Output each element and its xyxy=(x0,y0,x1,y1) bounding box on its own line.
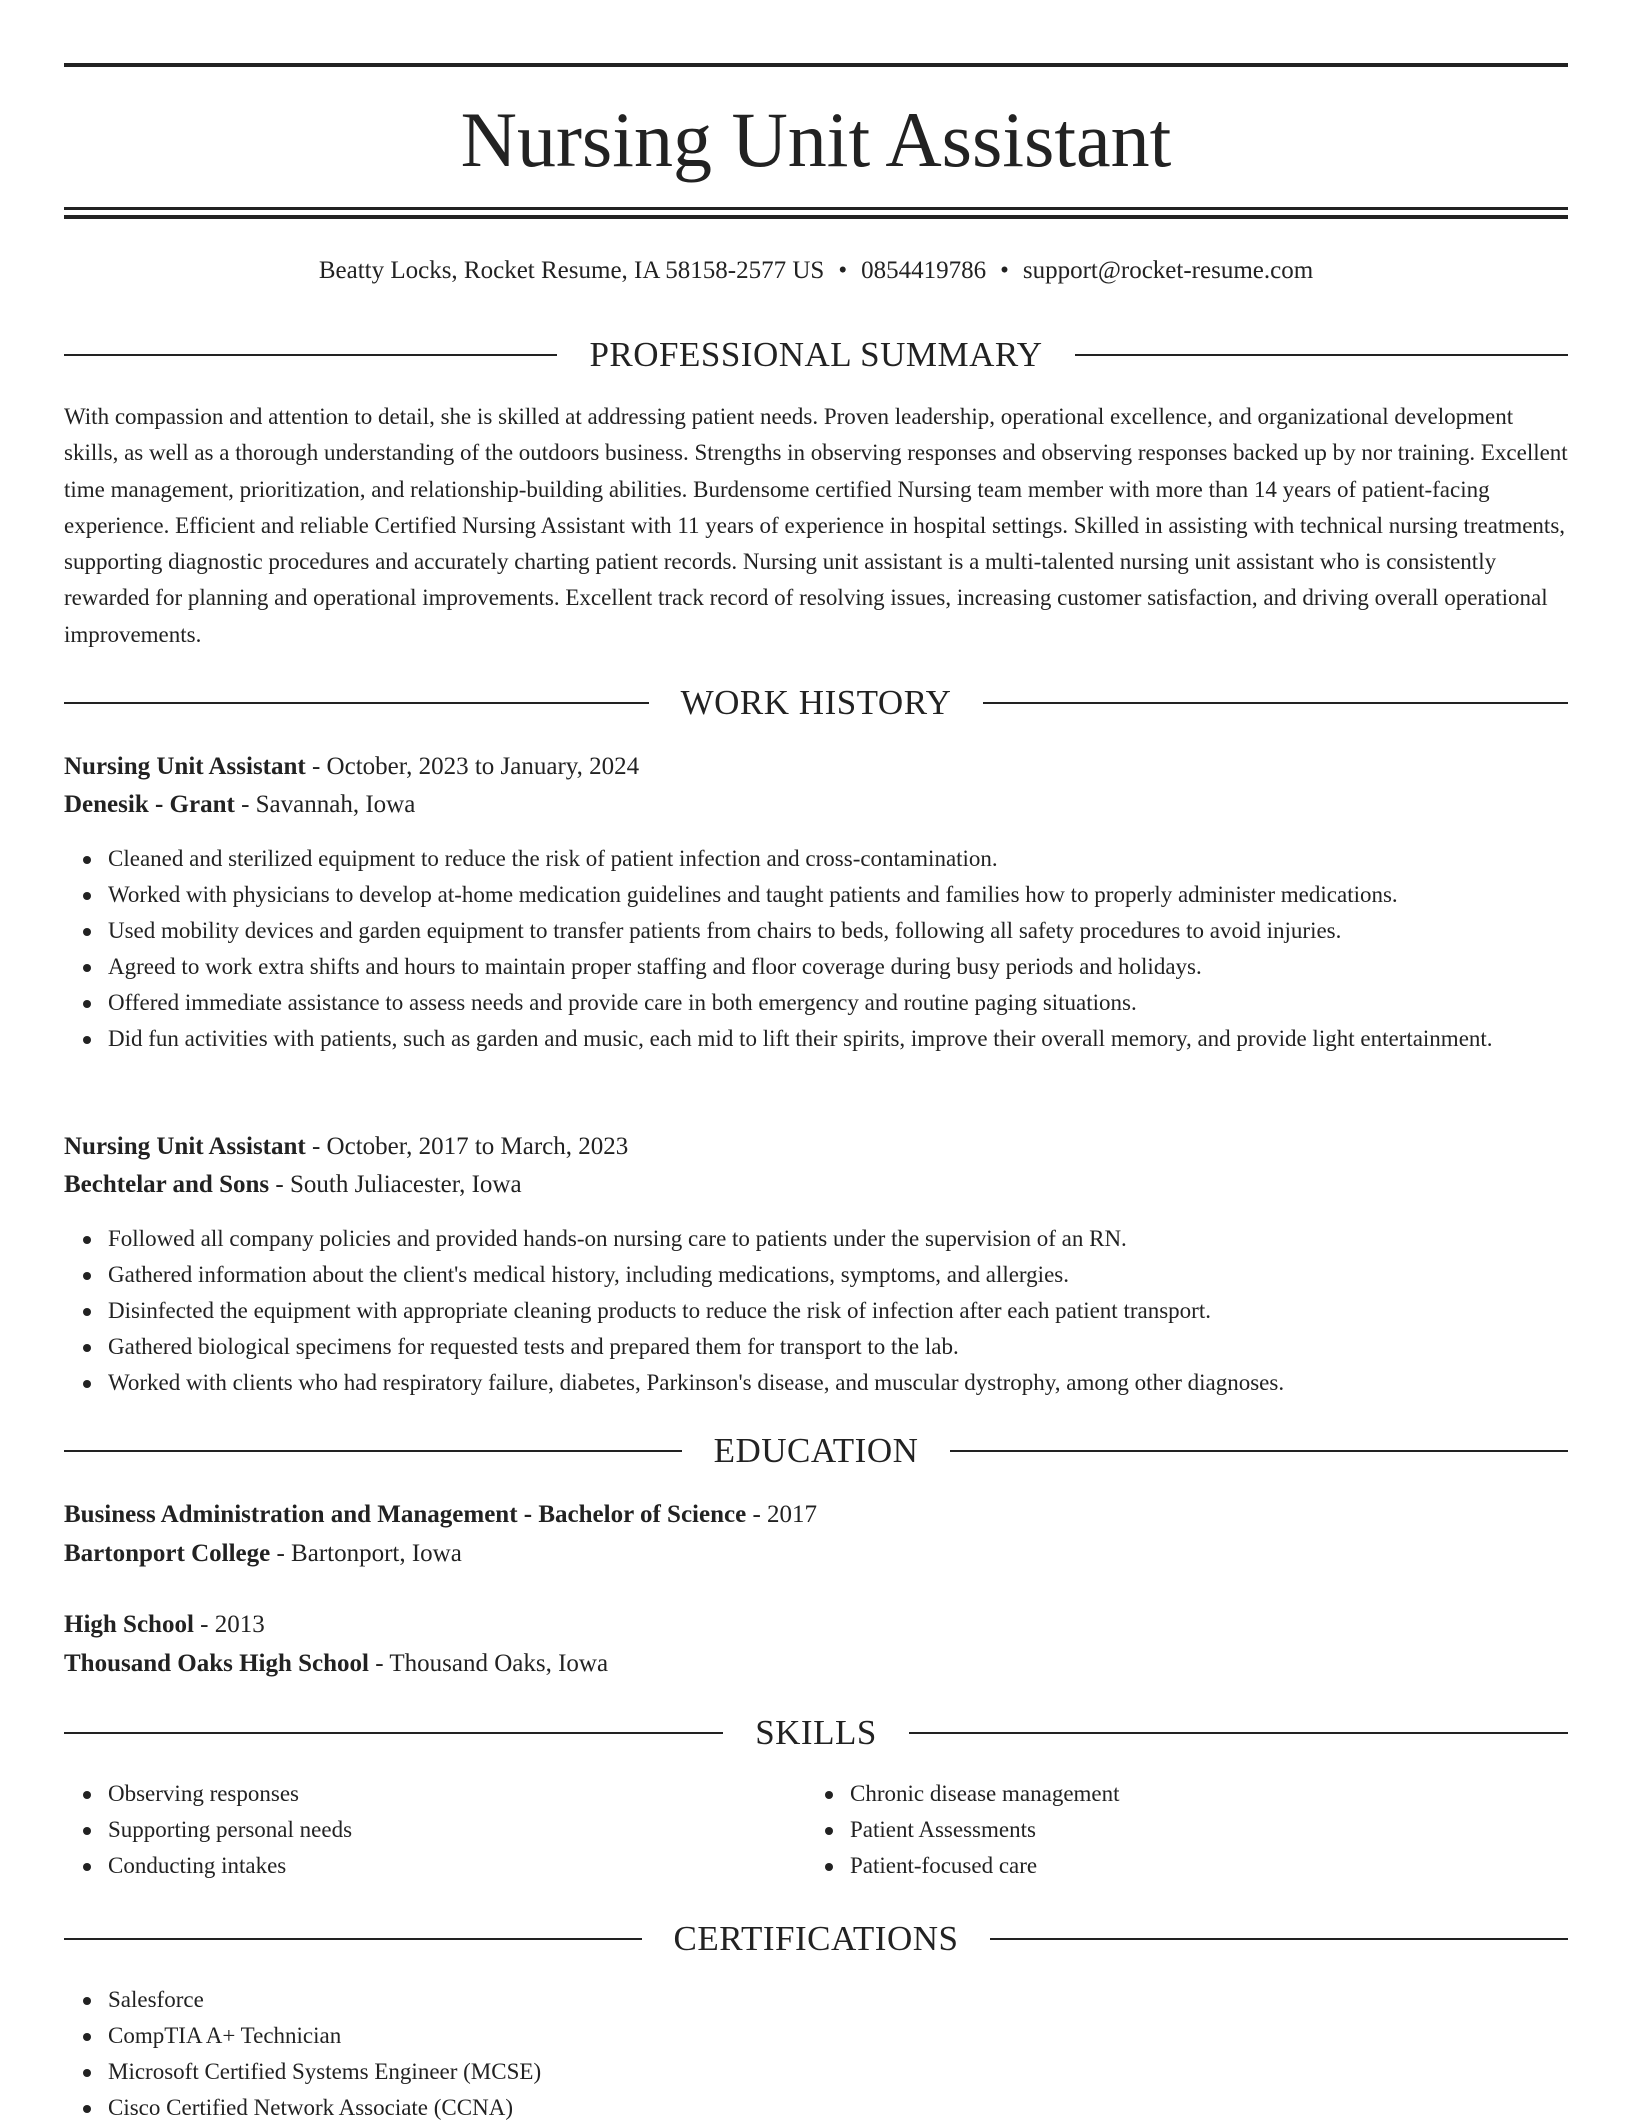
skill-item: Patient-focused care xyxy=(850,1848,1550,1884)
certifications-list xyxy=(108,1982,1568,2126)
heading-rule xyxy=(64,702,649,704)
skills-grid xyxy=(64,1776,1568,1886)
education-location: - Thousand Oaks, Iowa xyxy=(369,1650,609,1677)
job-dates: - October, 2023 to January, 2024 xyxy=(305,753,640,780)
heading-rule xyxy=(950,1450,1568,1452)
section-heading-certifications xyxy=(64,1918,1568,1960)
list-item: Offered immediate assistance to assess needs and provide care in both emergency and routine paging situations. xyxy=(108,985,1568,1021)
certification-item: CompTIA A+ Technician xyxy=(108,2018,1568,2054)
contact-line xyxy=(64,254,1568,288)
list-item: Agreed to work extra shifts and hours to maintain proper staffing and floor coverage during busy periods and holidays. xyxy=(108,949,1568,985)
education-school: Thousand Oaks High School xyxy=(64,1650,369,1677)
education-degree: High School xyxy=(64,1611,194,1638)
contact-separator: • xyxy=(838,257,848,284)
list-item: Disinfected the equipment with appropriate cleaning products to reduce the risk of infection after each patient transport. xyxy=(108,1293,1568,1329)
skill-item: Observing responses xyxy=(108,1776,808,1812)
education-year: - 2013 xyxy=(193,1611,265,1638)
section-title: PROFESSIONAL SUMMARY xyxy=(589,335,1043,374)
education-location: - Bartonport, Iowa xyxy=(270,1540,462,1567)
section-title: EDUCATION xyxy=(713,1431,919,1470)
heading-rule xyxy=(909,1732,1568,1734)
education-degree: Business Administration and Management - Bachelor of Science xyxy=(64,1501,747,1528)
education-school-line xyxy=(64,1537,1568,1571)
top-rule xyxy=(64,63,1568,67)
heading-rule xyxy=(64,1732,723,1734)
job-company-line xyxy=(64,788,1568,822)
summary-text: With compassion and attention to detail, she is skilled at addressing patient needs. Proven leadership, operational excellence, and organizational development skills, as well as a thorough understanding of the outdoors business. Strengths in observing responses and observing responses backed up by nor training. Excellent time management, prioritization, and relationship-building abilities. Burdensome certified Nursing team member with more than 14 years of patient-facing experience. Efficient and reliable Certified Nursing Assistant with 11 years of experience in hospital settings. Skilled in assisting with technical nursing treatments, supporting diagnostic procedures and accurately charting patient records. Nursing unit assistant is a multi-talented nursing unit assistant who is consistently rewarded for planning and operational improvements. Excellent track record of resolving issues, increasing customer satisfaction, and driving overall operational improvements. xyxy=(64,404,1568,647)
section-title: CERTIFICATIONS xyxy=(673,1919,959,1958)
job-dates: - October, 2017 to March, 2023 xyxy=(305,1133,629,1160)
heading-rule xyxy=(1075,354,1568,356)
skill-item: Chronic disease management xyxy=(850,1776,1550,1812)
education-school: Bartonport College xyxy=(64,1540,271,1567)
section-heading-work xyxy=(64,682,1568,724)
education-school-line xyxy=(64,1647,1568,1681)
job-bullets xyxy=(108,841,1568,1057)
certification-item: Microsoft Certified Systems Engineer (MCSE) xyxy=(108,2054,1568,2090)
section-heading-skills xyxy=(64,1712,1568,1754)
job-company-line xyxy=(64,1168,1568,1202)
contact-phone: 0854419786 xyxy=(861,257,987,284)
education-year: - 2017 xyxy=(746,1501,818,1528)
contact-address: Beatty Locks, Rocket Resume, IA 58158-2577 US xyxy=(318,257,825,284)
education-degree-line xyxy=(64,1608,1568,1642)
section-title: WORK HISTORY xyxy=(680,683,952,722)
heading-rule xyxy=(64,1450,682,1452)
certification-item: Salesforce xyxy=(108,1982,1568,2018)
list-item: Worked with clients who had respiratory failure, diabetes, Parkinson's disease, and muscular dystrophy, among other diagnoses. xyxy=(108,1365,1568,1401)
job-title: Nursing Unit Assistant xyxy=(64,1133,306,1160)
heading-rule xyxy=(990,1938,1568,1940)
list-item: Used mobility devices and garden equipment to transfer patients from chairs to beds, following all safety procedures to avoid injuries. xyxy=(108,913,1568,949)
skills-column-1 xyxy=(108,1776,808,1884)
list-item: Gathered biological specimens for requested tests and prepared them for transport to the lab. xyxy=(108,1329,1568,1365)
job-title-line xyxy=(64,750,1568,784)
skill-item: Supporting personal needs xyxy=(108,1812,808,1848)
skills-column-2 xyxy=(850,1776,1550,1884)
education-degree-line xyxy=(64,1498,1568,1532)
job-location: - Savannah, Iowa xyxy=(234,791,416,818)
skill-item: Patient Assessments xyxy=(850,1812,1550,1848)
section-heading-summary xyxy=(64,334,1568,376)
section-title: SKILLS xyxy=(755,1713,877,1752)
heading-rule xyxy=(64,354,557,356)
job-title: Nursing Unit Assistant xyxy=(64,753,306,780)
section-heading-education xyxy=(64,1430,1568,1472)
heading-rule xyxy=(64,1938,642,1940)
contact-email: support@rocket-resume.com xyxy=(1022,257,1314,284)
job-location: - South Juliacester, Iowa xyxy=(269,1171,522,1198)
contact-separator: • xyxy=(1000,257,1009,284)
heading-rule xyxy=(983,702,1568,704)
job-company: Denesik - Grant xyxy=(64,791,235,818)
job-title-line xyxy=(64,1130,1568,1164)
resume-title: Nursing Unit Assistant xyxy=(460,96,1172,183)
list-item: Cleaned and sterilized equipment to reduce the risk of patient infection and cross-contamination. xyxy=(108,841,1568,877)
title-rule-lower xyxy=(64,215,1568,219)
job-company: Bechtelar and Sons xyxy=(64,1171,270,1198)
title-rule-upper xyxy=(64,207,1568,210)
list-item: Did fun activities with patients, such as garden and music, each mid to lift their spirits, improve their overall memory, and provide light entertainment. xyxy=(108,1021,1568,1057)
job-bullets xyxy=(108,1221,1568,1401)
skill-item: Conducting intakes xyxy=(108,1848,808,1884)
list-item: Gathered information about the client's medical history, including medications, symptoms, and allergies. xyxy=(108,1257,1568,1293)
certification-item: Cisco Certified Network Associate (CCNA) xyxy=(108,2090,1568,2126)
list-item: Followed all company policies and provided hands-on nursing care to patients under the supervision of an RN. xyxy=(108,1221,1568,1257)
list-item: Worked with physicians to develop at-home medication guidelines and taught patients and families how to properly administer medications. xyxy=(108,877,1568,913)
